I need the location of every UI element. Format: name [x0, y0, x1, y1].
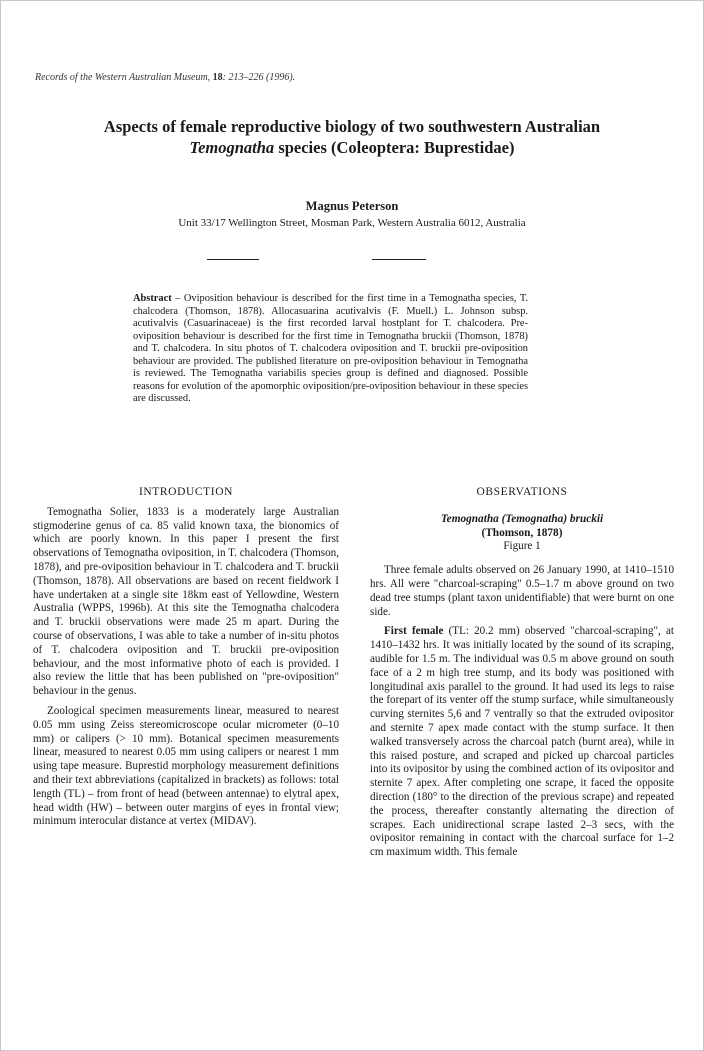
obs-paragraph-2-text: (TL: 20.2 mm) observed "charcoal-scraping", at 1410–1432 hrs. It was initially located by the sound of its scraping, audible for 1.5 m. The individual was 0.5 m above ground on south face of a 2 m high tree stump, and its body was positioned with longitudinal axis parallel to the ground. It had used its legs to raise the forepart of its venter off the stump surface, while simultaneously curving sternites 5,6 and 7 ventrally so that the extruded ovipositor and sternite 7 apex made contact with the stump surface. It then walked transversely across the charcoal patch (burnt area), while in this raised posture, and scraped and picked up charcoal particles into its ovipositor by using the combined action of its ovipositor and sternite 7 apex. After completing one scrape, it faced the opposite direction (180° to the direction of the previous scrape) and repeated the process, thereafter constantly alternating the direction of scrapes. Each unidirectional scrape lasted 2–3 secs, with the ovipositor remaining in contact with the charcoal surface for 1–2 cm maximum width. This female [370, 625, 674, 859]
author-address: Unit 33/17 Wellington Street, Mosman Park, Western Australia 6012, Australia [178, 217, 526, 229]
title-line-2: species (Coleoptera: Buprestidae) [274, 138, 515, 157]
journal-volume: 18 [212, 72, 223, 83]
figure-reference: Figure 1 [503, 540, 541, 553]
obs-paragraph-2 [370, 625, 674, 860]
divider-left [207, 259, 259, 260]
introduction-heading: INTRODUCTION [138, 486, 234, 498]
right-column [370, 486, 674, 860]
abstract-text: – Oviposition behaviour is described for the first time in a Temognatha species, T. chalcodera (Thomson, 1878). Allocasuarina acutivalvis (F. Muell.) L. Johnson subsp. acutivalvis (Casuarinaceae) is the first recorded larval hostplant for T. chalcodera. Pre-oviposition behaviour is described for the first time in Temognatha bruckii (Thomson, 1878) and T. chalcodera. In situ photos of T. chalcodera oviposition and T. bruckii pre-oviposition behaviour are provided. The published literature on pre-oviposition behaviour in Temognatha is reviewed. The Temognatha variabilis species group is defined and diagnosed. Possible reasons for evolution of the apomorphic oviposition/pre-oviposition behaviour in these species are discussed. [133, 293, 528, 404]
observations-heading: OBSERVATIONS [476, 486, 568, 498]
title-genus: Temognatha [189, 138, 275, 157]
intro-paragraph-1: Temognatha Solier, 1833 is a moderately large Australian stigmoderine genus of ca. 85 valid known taxa, the bionomics of which are poorly known. In this paper I present the first observations of Temognatha oviposition, in T. chalcodera (Thomson, 1878), and pre-oviposition behaviour in T. chalcodera and T. bruckii (Thomson, 1878). All observations are based on recent fieldwork I have undertaken at a single site 18km east of Yellowdine, Western Australia (WPPS, 1996b). At this site the Temognatha chalcodera and T. bruckii observations were made 25 m apart. During the course of observations, I was able to take a number of in-situ photos of T. chalcodera oviposition and T. bruckii pre-oviposition behaviour, and the most informative photo of each is provided. I also review the little that has been published on "pre-oviposition" behaviour in the genus. [33, 505, 339, 698]
journal-pages: : 213–226 (1996). [222, 72, 296, 83]
journal-name: Records of the Western Australian Museum [35, 72, 208, 83]
paper-title [40, 116, 664, 158]
obs-paragraph-1: Three female adults observed on 26 January 1990, at 1410–1510 hrs. All were "charcoal-scraping" 0.5–1.7 m above ground on two dead tree stumps (plant taxon unidentifiable) that were burnt on one side. [370, 564, 674, 618]
divider-right [372, 259, 426, 260]
first-female-label: First female [384, 625, 444, 638]
abstract [133, 293, 528, 406]
running-head: Records of the Western Australian Museum, 18: 213–226 (1996). [35, 72, 296, 83]
species-authority: (Thomson, 1878) [481, 526, 563, 539]
left-column [33, 486, 339, 829]
abstract-label: Abstract [133, 293, 172, 304]
title-line-1: Aspects of female reproductive biology of two southwestern Australian [103, 117, 601, 136]
intro-paragraph-2: Zoological specimen measurements linear, measured to nearest 0.05 mm using Zeiss stereomicroscope ocular micrometer (0–10 mm) or calipers (> 10 mm). Botanical specimen measurements linear, measured to nearest 0.05 mm using calipers or nearest 1 mm using tape measure. Buprestid morphology measurement definitions and their text abbreviations (capitalized in brackets) as follows: total length (TL) – from front of head (between antennae) to elytral apex, head width (HW) – between outer margins of eyes in frontal view; minimum interocular distance at vertex (MIDAV). [33, 704, 339, 828]
species-heading: Temognatha (Temognatha) bruckii [440, 512, 604, 525]
author-name: Magnus Peterson [305, 199, 399, 213]
